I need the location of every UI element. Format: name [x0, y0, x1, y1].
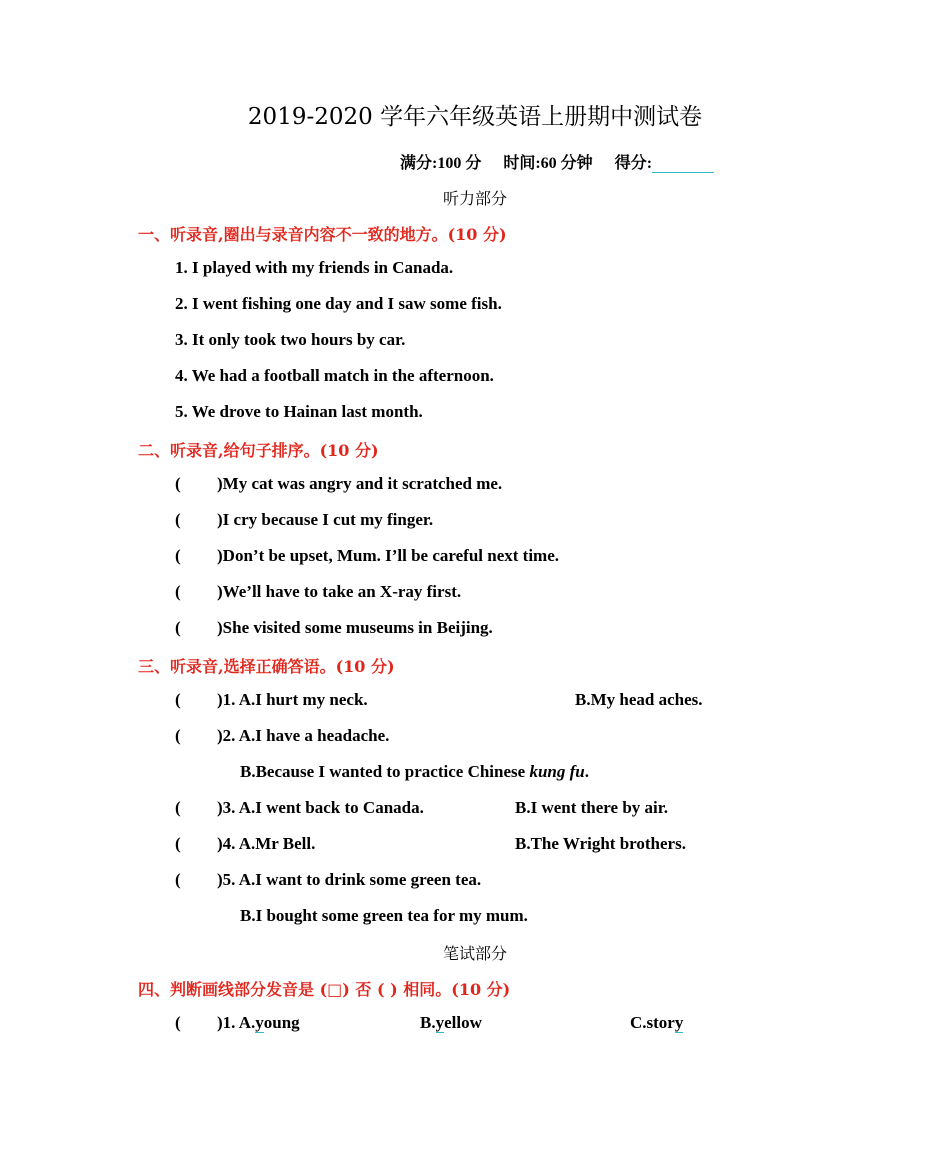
score-blank[interactable] — [652, 156, 714, 173]
s3-q2: ( )2. A.I have a headache. — [175, 726, 390, 745]
score-label: 得分: — [614, 155, 653, 172]
section-4-heading: 四、判断画线部分发音是 (□) 否 ( ) 相同。(10 分) — [138, 980, 511, 999]
s3-q1: ( )1. A.I hurt my neck. — [175, 690, 368, 709]
time-limit: 时间:60 分钟 — [503, 155, 593, 172]
answer-blank[interactable]: ( — [175, 1013, 181, 1032]
score-info — [400, 150, 714, 173]
s1-item: 2. I went fishing one day and I saw some fish. — [175, 294, 502, 313]
s1-item: 4. We had a football match in the afternoon. — [175, 366, 494, 385]
answer-blank[interactable]: ( — [175, 870, 181, 889]
answer-blank[interactable]: ( — [175, 726, 181, 745]
s4-q1: ( )1. A.young — [175, 1013, 300, 1032]
s3-q1-option-b: B.My head aches. — [575, 690, 703, 709]
s1-item: 1. I played with my friends in Canada. — [175, 258, 454, 277]
s1-item: 5. We drove to Hainan last month. — [175, 402, 423, 421]
answer-blank[interactable]: ( — [175, 798, 181, 817]
s3-q4: ( )4. A.Mr Bell. — [175, 834, 316, 853]
full-score: 满分:100 分 — [400, 155, 482, 172]
answer-blank[interactable]: ( — [175, 510, 181, 529]
answer-blank[interactable]: ( — [175, 546, 181, 565]
underlined-letter: y — [255, 1013, 264, 1032]
s3-q3-option-b: B.I went there by air. — [515, 798, 668, 817]
section-3-heading: 三、听录音,选择正确答语。(10 分) — [138, 657, 395, 676]
s3-q4-option-b: B.The Wright brothers. — [515, 834, 686, 853]
s3-q3: ( )3. A.I went back to Canada. — [175, 798, 424, 817]
s1-item: 3. It only took two hours by car. — [175, 330, 406, 349]
s3-q5-option-b: B.I bought some green tea for my mum. — [240, 906, 528, 925]
s2-item: ( )We’ll have to take an X-ray first. — [175, 582, 462, 601]
underlined-letter: y — [674, 1013, 684, 1032]
answer-blank[interactable]: ( — [175, 474, 181, 493]
s2-item: ( )She visited some museums in Beijing. — [175, 618, 493, 637]
answer-blank[interactable]: ( — [175, 582, 181, 601]
s3-q2-option-b: B.Because I wanted to practice Chinese kung fu. — [240, 762, 589, 781]
s2-item: ( )I cry because I cut my finger. — [175, 510, 434, 529]
s2-item: ( )My cat was angry and it scratched me. — [175, 474, 503, 493]
s4-q1-option-c: C.story — [630, 1013, 684, 1032]
s2-item: ( )Don’t be upset, Mum. I’ll be careful next time. — [175, 546, 560, 565]
underlined-letter: y — [435, 1013, 445, 1032]
section-1-heading: 一、听录音,圈出与录音内容不一致的地方。(10 分) — [138, 225, 507, 244]
answer-blank[interactable]: ( — [175, 618, 181, 637]
answer-blank[interactable]: ( — [175, 690, 181, 709]
page-title: 2019-2020 学年六年级英语上册期中测试卷 — [247, 104, 703, 130]
section-2-heading: 二、听录音,给句子排序。(10 分) — [138, 441, 379, 460]
s4-q1-option-b: B.yellow — [420, 1013, 482, 1032]
s3-q5: ( )5. A.I want to drink some green tea. — [175, 870, 482, 889]
writing-part-heading: 笔试部分 — [442, 944, 507, 963]
answer-blank[interactable]: ( — [175, 834, 181, 853]
listening-part-heading: 听力部分 — [442, 189, 507, 208]
